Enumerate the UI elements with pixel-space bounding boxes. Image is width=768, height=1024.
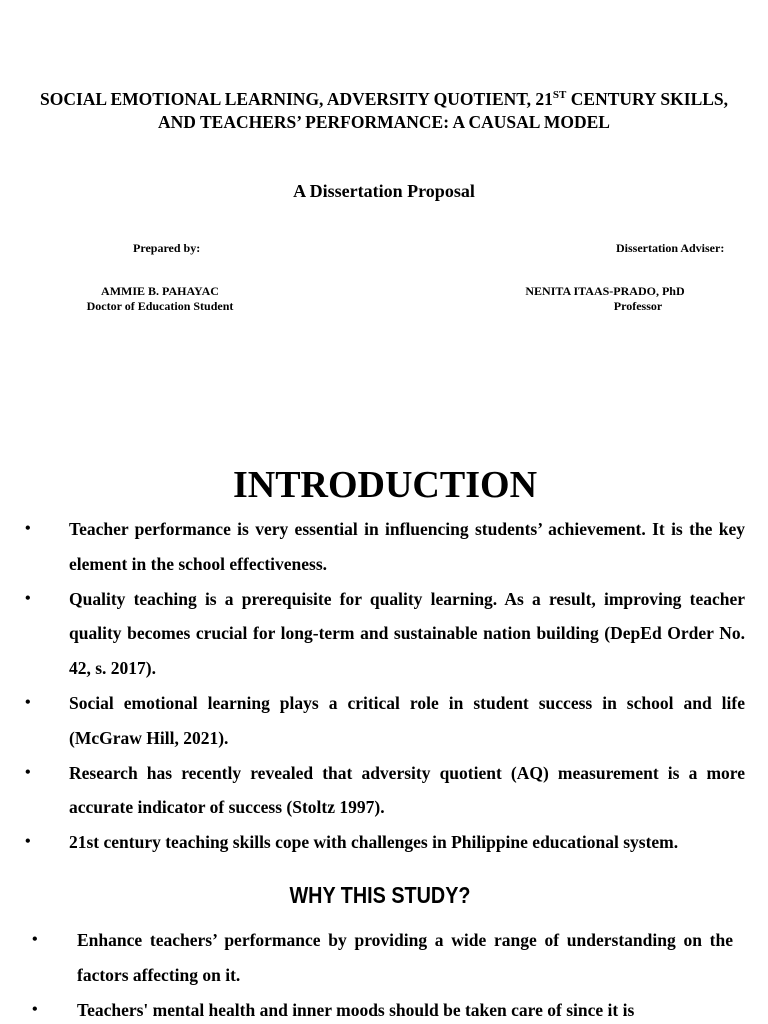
title-part-1: SOCIAL EMOTIONAL LEARNING, ADVERSITY QUOTIENT, 21 [39, 89, 553, 109]
bullet-icon: • [25, 693, 31, 711]
document-subtitle: A Dissertation Proposal [293, 181, 475, 201]
adviser-role: Professor [613, 299, 663, 313]
adviser-name: NENITA ITAAS-PRADO, PhD [525, 284, 685, 298]
introduction-item [25, 512, 745, 582]
bullet-icon: • [32, 931, 38, 948]
author-name: AMMIE B. PAHAYAC [101, 284, 219, 298]
prepared-by-label: Prepared by: [133, 241, 201, 255]
introduction-item-text: Social emotional learning plays a critical role in student success in school and life (McGraw Hill, 2021). [69, 692, 745, 748]
bullet-icon: • [32, 1000, 38, 1018]
author-block [60, 284, 260, 314]
bullet-icon: • [25, 589, 31, 607]
introduction-item [25, 825, 745, 860]
introduction-item [25, 582, 745, 686]
bullet-icon: • [25, 833, 31, 851]
why-item-text: Enhance teachers’ performance by providing a wide range of understanding on the factors affecting on it. [77, 930, 733, 985]
document-title [30, 88, 738, 134]
title-part-2: CENTURY SKILLS, AND TEACHERS’ PERFORMANCE: A CAUSAL MODEL [158, 89, 729, 132]
introduction-item-text: 21st century teaching skills cope with challenges in Philippine educational system. [69, 832, 679, 853]
why-item [32, 993, 733, 1024]
introduction-list [25, 512, 745, 860]
why-this-study-list [32, 923, 733, 1024]
adviser-block [505, 284, 705, 314]
why-item-text: Teachers' mental health and inner moods should be taken care of since it is [77, 999, 635, 1020]
introduction-heading: INTRODUCTION [232, 464, 538, 506]
adviser-label: Dissertation Adviser: [616, 241, 725, 255]
why-item [32, 923, 733, 993]
author-role: Doctor of Education Student [86, 299, 234, 313]
introduction-item [25, 756, 745, 826]
introduction-item-text: Research has recently revealed that adversity quotient (AQ) measurement is a more accurate indicator of success (Stoltz 1997). [69, 762, 745, 818]
bullet-icon: • [25, 520, 31, 537]
why-this-study-heading: WHY THIS STUDY? [289, 882, 471, 908]
introduction-item-text: Teacher performance is very essential in influencing students’ achievement. It is the key element in the school effectiveness. [69, 519, 745, 574]
introduction-item [25, 686, 745, 756]
title-superscript: ST [552, 89, 567, 101]
introduction-item-text: Quality teaching is a prerequisite for quality learning. As a result, improving teacher quality becomes crucial for long-term and sustainable nation building (DepEd Order No. 42, s. 2017). [69, 588, 745, 679]
bullet-icon: • [25, 763, 31, 781]
